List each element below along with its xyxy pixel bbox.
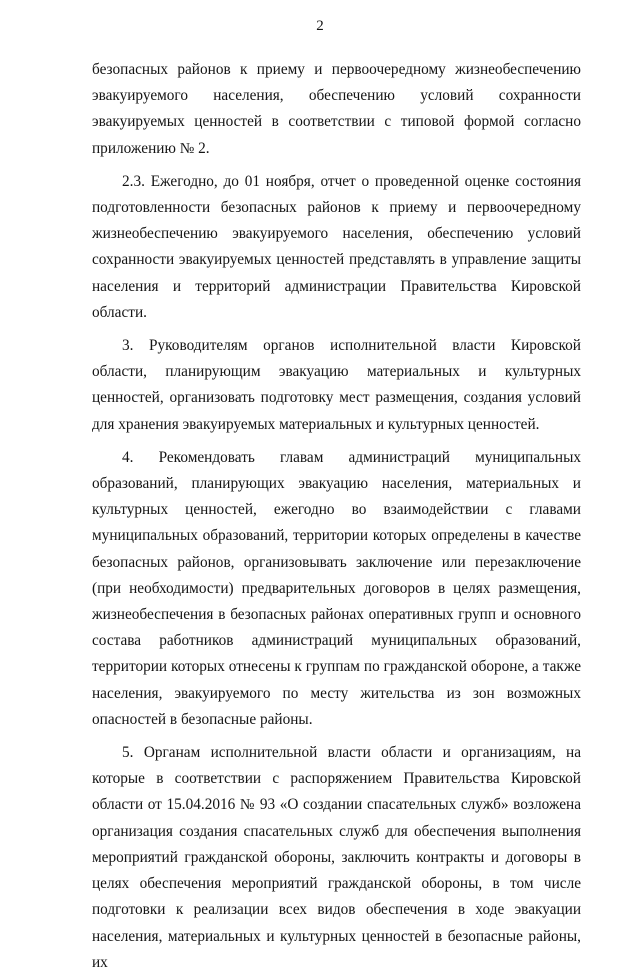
paragraph-2-3: 2.3. Ежегодно, до 01 ноября, отчет о проведенной оценке состояния подготовленности безопасных районов к приему и первоочередному жизнеобеспечению эвакуируемого населения, обеспечению условий сохранности эвакуируемых ценностей представлять в управление защиты населения и территорий администрации Правительства Кировской области. [92, 172, 581, 321]
paragraph-4: 4. Рекомендовать главам администраций муниципальных образований, планирующих эвакуацию населения, материальных и культурных ценностей, ежегодно во взаимодействии с главами муниципальных образований, территории которых определены в качестве безопасных районов, организовывать заключение или перезаключение (при необходимости) предварительных договоров в целях размещения, жизнеобеспечения в безопасных районах оперативных групп и основного состава работников администраций муниципальных образований, территории которых отнесены к группам по гражданской обороне, а также населения, эвакуируемого по месту жительства из зон возможных опасностей в безопасные районы. [92, 448, 581, 728]
page-number: 2 [316, 18, 324, 34]
paragraph-5: 5. Органам исполнительной власти области и организациям, на которые в соответствии с распоряжением Правительства Кировской области от 15.04.2016 № 93 «О создании спасательных служб» возложена организация создания спасательных служб для обеспечения выполнения мероприятий гражданской обороны, заключить контракты и договоры в целях обеспечения мероприятий гражданской обороны, в том числе подготовки к реализации всех видов обеспечения в ходе эвакуации населения, материальных и культурных ценностей в безопасные районы, их [92, 744, 581, 971]
paragraph-3: 3. Руководителям органов исполнительной власти Кировской области, планирующим эвакуацию материальных и культурных ценностей, организовать подготовку мест размещения, создания условий для хранения эвакуируемых материальных и культурных ценностей. [92, 337, 581, 433]
document-body [92, 57, 581, 976]
paragraph-continuation: безопасных районов к приему и первоочередному жизнеобеспечению эвакуируемого населения, обеспечению условий сохранности эвакуируемых ценностей в соответствии с типовой формой согласно приложению № 2. [92, 61, 581, 157]
